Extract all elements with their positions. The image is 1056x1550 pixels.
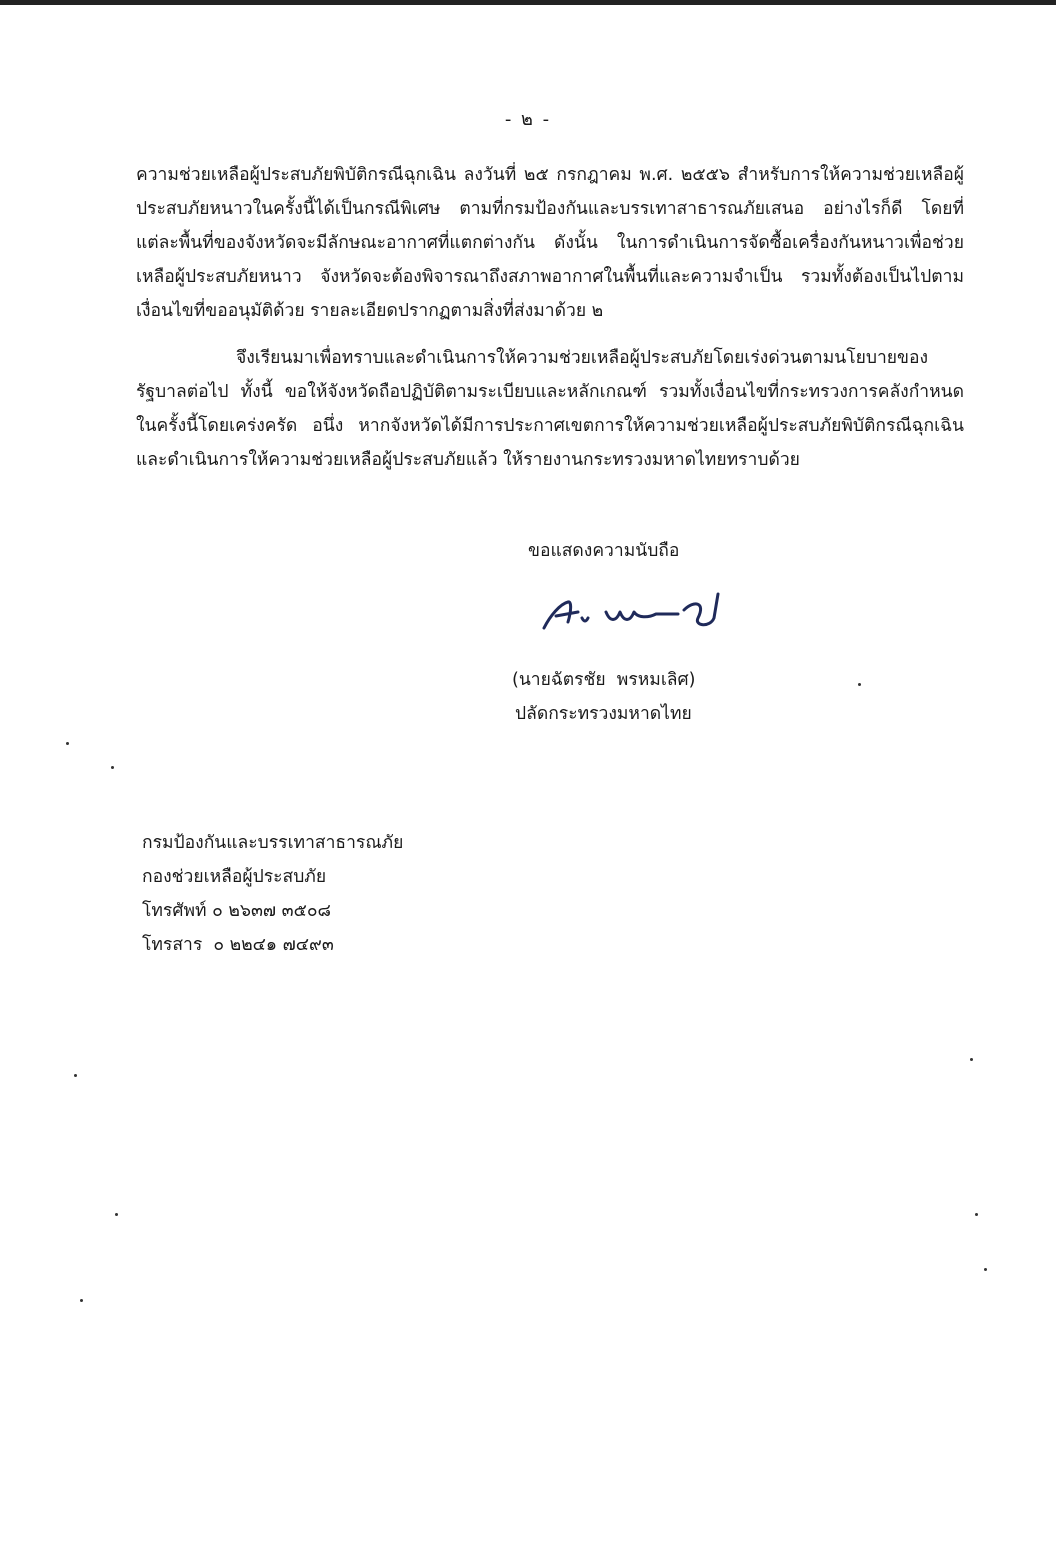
closing-salutation: ขอแสดงความนับถือ: [528, 541, 680, 561]
scan-speck: [858, 683, 861, 686]
division-name: กองช่วยเหลือผู้ประสบภัย: [142, 867, 327, 887]
scan-speck: [970, 1058, 973, 1061]
paragraph-continuation: ความช่วยเหลือผู้ประสบภัยพิบัติกรณีฉุกเฉิน ลงวันที่ ๒๕ กรกฎาคม พ.ศ. ๒๕๕๖ สำหรับการให้ความช่วยเหลือผู้ประสบภัยหนาวในครั้งนี้ได้เป็นกรณีพิเศษ ตามที่กรมป้องกันและบรรเทาสาธารณภัยเสนอ อย่างไรก็ดี โดยที่แต่ละพื้นที่ของจังหวัดจะมีลักษณะอากาศที่แตกต่างกัน ดังนั้น ในการดำเนินการจัดซื้อเครื่องกันหนาวเพื่อช่วยเหลือผู้ประสบภัยหนาว จังหวัดจะต้องพิจารณาถึงสภาพอากาศในพื้นที่และความจำเป็น รวมทั้งต้องเป็นไปตามเงื่อนไขที่ขออนุมัติด้วย รายละเอียดปรากฏตามสิ่งที่ส่งมาด้วย ๒: [136, 165, 964, 321]
phone-number: โทรศัพท์ ๐ ๒๖๓๗ ๓๕๐๘: [142, 901, 332, 921]
handwritten-signature: [538, 588, 738, 644]
scan-speck: [66, 742, 69, 745]
letter-body: [136, 158, 964, 477]
issuing-office-block: [142, 826, 403, 962]
scan-speck: [115, 1213, 118, 1216]
department-name: กรมป้องกันและบรรเทาสาธารณภัย: [142, 833, 404, 853]
scan-speck: [74, 1074, 77, 1077]
page-number: - ๒ -: [504, 109, 552, 130]
paragraph-request: จึงเรียนมาเพื่อทราบและดำเนินการให้ความช่วยเหลือผู้ประสบภัยโดยเร่งด่วนตามนโยบายของรัฐบาลต่อไป ทั้งนี้ ขอให้จังหวัดถือปฏิบัติตามระเบียบและหลักเกณฑ์ รวมทั้งเงื่อนไขที่กระทรวงการคลังกำหนดในครั้งนี้โดยเคร่งครัด อนึ่ง หากจังหวัดได้มีการประกาศเขตการให้ความช่วยเหลือผู้ประสบภัยพิบัติกรณีฉุกเฉิน และดำเนินการให้ความช่วยเหลือผู้ประสบภัยแล้ว ให้รายงานกระทรวงมหาดไทยทราบด้วย: [136, 348, 964, 470]
scan-speck: [975, 1213, 978, 1216]
signer-title: ปลัดกระทรวงมหาดไทย: [515, 704, 692, 724]
scan-speck: [111, 766, 114, 769]
fax-number: โทรสาร ๐ ๒๒๔๑ ๗๔๙๓: [142, 935, 334, 955]
scan-speck: [984, 1268, 987, 1271]
signer-name: (นายฉัตรชัย พรหมเลิศ): [512, 670, 696, 690]
scan-top-edge: [0, 0, 1056, 5]
scan-speck: [80, 1299, 83, 1302]
